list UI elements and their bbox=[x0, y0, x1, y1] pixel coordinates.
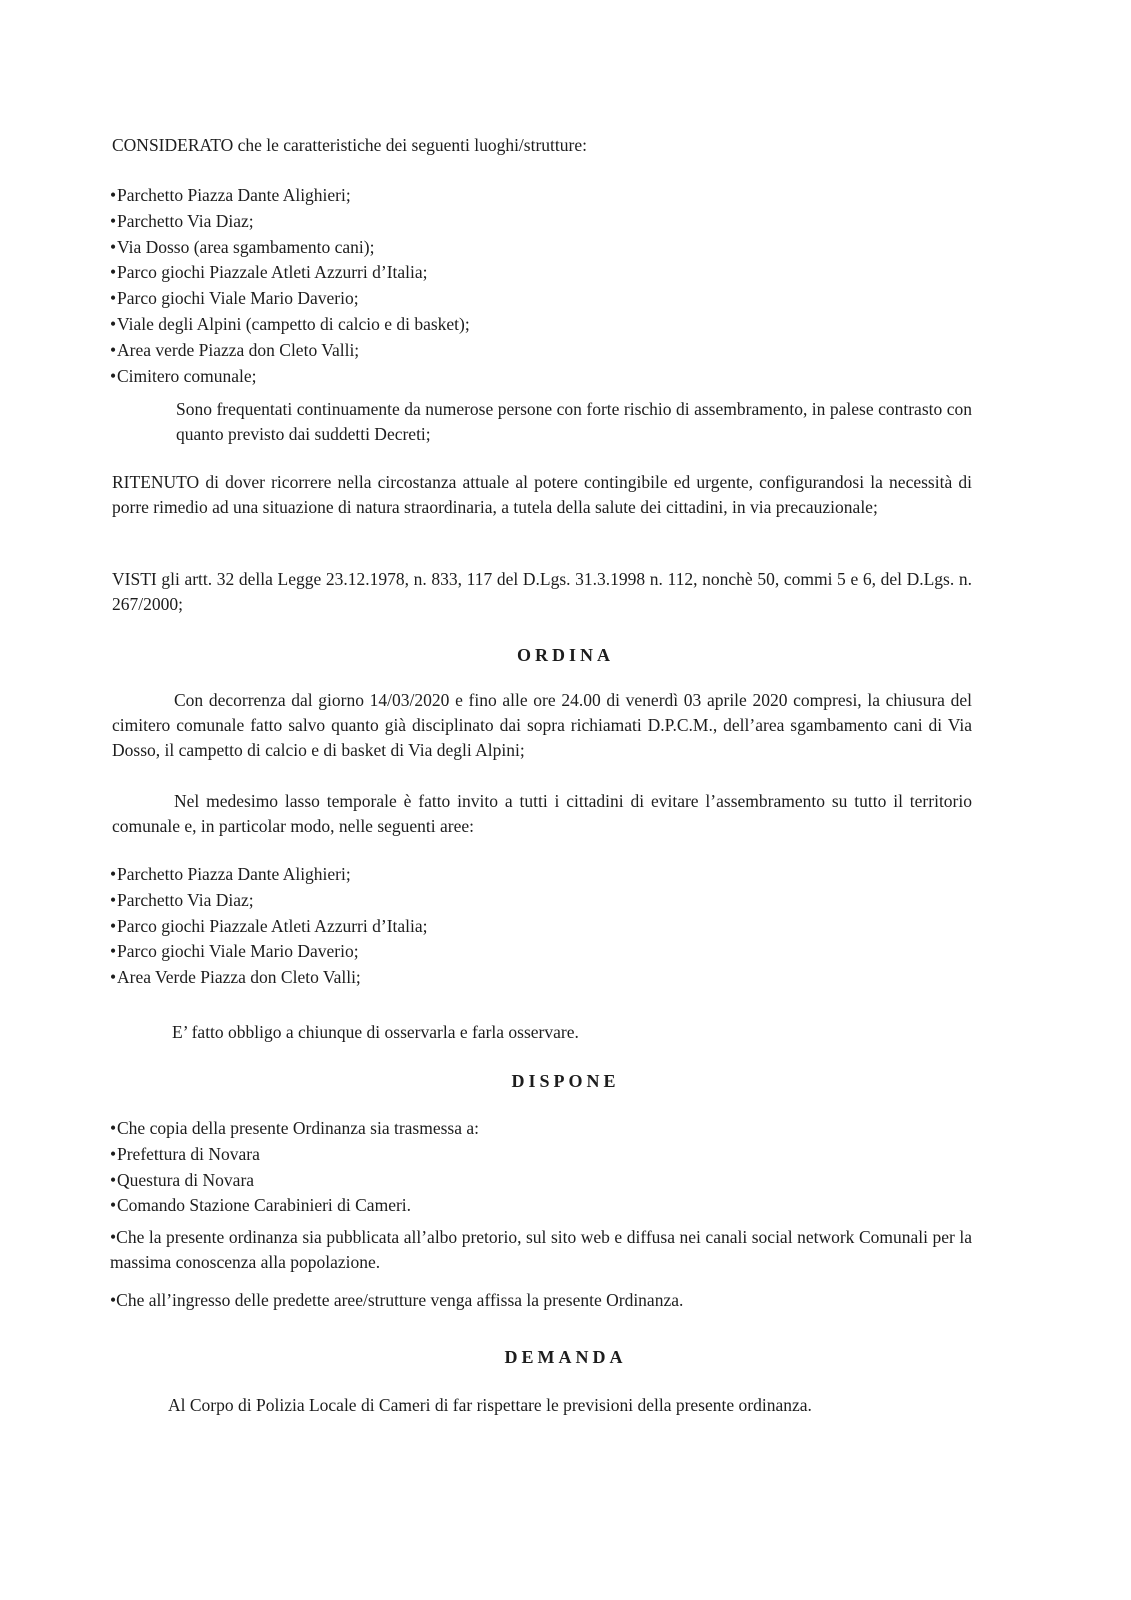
bullet-icon: • bbox=[110, 941, 117, 962]
bullet-icon: • bbox=[110, 313, 117, 334]
considerato-list bbox=[110, 183, 990, 389]
bullet-icon: • bbox=[110, 915, 117, 936]
considerato-continuation: Sono frequentati continuamente da numerose persone con forte rischio di assembramento, in palese contrasto con quanto previsto dai suddetti Decreti; bbox=[176, 399, 972, 444]
list-item: •Viale degli Alpini (campetto di calcio e di basket); bbox=[110, 312, 990, 338]
bullet-icon: • bbox=[110, 262, 117, 283]
bullet-icon: • bbox=[110, 1195, 117, 1216]
affissione-paragraph: •Che all’ingresso delle predette aree/strutture venga affissa la presente Ordinanza. bbox=[110, 1290, 684, 1310]
list-item: •Prefettura di Novara bbox=[110, 1142, 990, 1168]
list-item: •Parchetto Via Diaz; bbox=[110, 888, 990, 914]
list-item: •Comando Stazione Carabinieri di Cameri. bbox=[110, 1193, 990, 1219]
dispone-list bbox=[110, 1116, 990, 1219]
ordina-title: ORDINA bbox=[516, 645, 614, 665]
bullet-icon: • bbox=[110, 967, 117, 988]
list-item: •Che copia della presente Ordinanza sia trasmessa a: bbox=[110, 1116, 990, 1142]
bullet-icon: • bbox=[110, 889, 117, 910]
demanda-paragraph: Al Corpo di Polizia Locale di Cameri di far rispettare le previsioni della presente ordinanza. bbox=[168, 1395, 812, 1415]
list-item: •Parchetto Piazza Dante Alighieri; bbox=[110, 183, 990, 209]
demanda-title: DEMANDA bbox=[504, 1347, 627, 1367]
list-item: •Parchetto Piazza Dante Alighieri; bbox=[110, 862, 990, 888]
visti-paragraph: VISTI gli artt. 32 della Legge 23.12.1978, n. 833, 117 del D.Lgs. 31.3.1998 n. 112, nonchè 50, commi 5 e 6, del D.Lgs. n. 267/2000; bbox=[112, 569, 972, 614]
list-item: •Parco giochi Piazzale Atleti Azzurri d’Italia; bbox=[110, 260, 990, 286]
bullet-icon: • bbox=[110, 1169, 117, 1190]
list-item: •Parchetto Via Diaz; bbox=[110, 209, 990, 235]
list-item: •Parco giochi Viale Mario Daverio; bbox=[110, 286, 990, 312]
bullet-icon: • bbox=[110, 1290, 117, 1310]
bullet-icon: • bbox=[110, 864, 117, 884]
list-item: •Parco giochi Viale Mario Daverio; bbox=[110, 939, 990, 965]
bullet-icon: • bbox=[110, 236, 117, 257]
bullet-icon: • bbox=[110, 339, 117, 360]
pubblicazione-paragraph: •Che la presente ordinanza sia pubblicata all’albo pretorio, sul sito web e diffusa nei canali social network Comunali per la massima conoscenza alla popolazione. bbox=[110, 1227, 972, 1272]
list-item: •Cimitero comunale; bbox=[110, 364, 990, 390]
list-item: •Area verde Piazza don Cleto Valli; bbox=[110, 338, 990, 364]
bullet-icon: • bbox=[110, 365, 117, 386]
list-item: •Via Dosso (area sgambamento cani); bbox=[110, 235, 990, 261]
dispone-title: DISPONE bbox=[511, 1071, 620, 1091]
considerato-heading: CONSIDERATO che le caratteristiche dei seguenti luoghi/strutture: bbox=[112, 135, 587, 155]
bullet-icon: • bbox=[110, 1227, 117, 1247]
bullet-icon: • bbox=[110, 288, 117, 309]
list-item: •Area Verde Piazza don Cleto Valli; bbox=[110, 965, 990, 991]
ordina-areas-list bbox=[110, 862, 990, 991]
list-item: •Parco giochi Piazzale Atleti Azzurri d’Italia; bbox=[110, 914, 990, 940]
ordina-paragraph-1: Con decorrenza dal giorno 14/03/2020 e fino alle ore 24.00 di venerdì 03 aprile 2020 compresi, la chiusura del cimitero comunale fatto salvo quanto già disciplinato dai sopra richiamati D.P.C.M., dell’area sgambamento cani di Via Dosso, il campetto di calcio e di basket di Via degli Alpini; bbox=[112, 690, 972, 760]
obbligo-paragraph: E’ fatto obbligo a chiunque di osservarla e farla osservare. bbox=[172, 1022, 579, 1042]
list-item: •Questura di Novara bbox=[110, 1168, 990, 1194]
ordina-paragraph-2: Nel medesimo lasso temporale è fatto invito a tutti i cittadini di evitare l’assembramento su tutto il territorio comunale e, in particolar modo, nelle seguenti aree: bbox=[112, 791, 972, 836]
bullet-icon: • bbox=[110, 210, 117, 231]
bullet-icon: • bbox=[110, 1118, 117, 1138]
bullet-icon: • bbox=[110, 185, 117, 205]
bullet-icon: • bbox=[110, 1143, 117, 1164]
ritenuto-paragraph: RITENUTO di dover ricorrere nella circostanza attuale al potere contingibile ed urgente, configurandosi la necessità di porre rimedio ad una situazione di natura straordinaria, a tutela della salute dei cittadini, in via precauzionale; bbox=[112, 472, 972, 517]
